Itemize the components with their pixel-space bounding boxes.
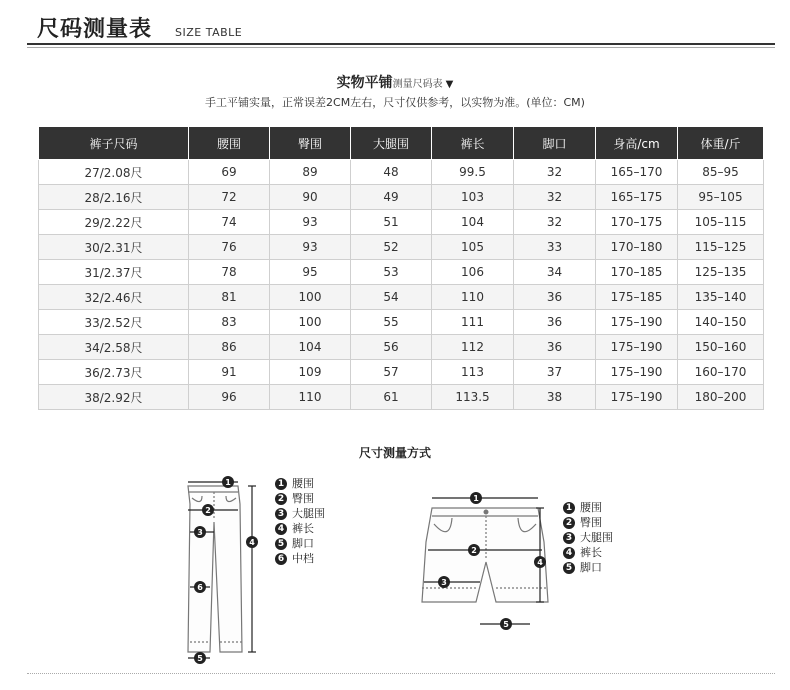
table-cell: 175–190 <box>596 385 678 410</box>
table-cell: 56 <box>351 335 432 360</box>
table-header-cell: 体重/斤 <box>678 127 764 160</box>
number-badge-icon: 1 <box>563 502 575 514</box>
table-cell: 28/2.16尺 <box>39 185 189 210</box>
table-cell: 110 <box>432 285 514 310</box>
table-cell: 69 <box>189 160 270 185</box>
table-cell: 175–185 <box>596 285 678 310</box>
table-cell: 53 <box>351 260 432 285</box>
table-cell: 170–185 <box>596 260 678 285</box>
table-cell: 55 <box>351 310 432 335</box>
table-cell: 103 <box>432 185 514 210</box>
legend-item <box>275 536 325 551</box>
table-cell: 31/2.37尺 <box>39 260 189 285</box>
shorts-legend <box>563 500 613 575</box>
legend-item <box>275 551 325 566</box>
svg-text:5: 5 <box>503 620 509 629</box>
legend-item <box>563 560 613 575</box>
table-cell: 52 <box>351 235 432 260</box>
table-row <box>39 260 764 285</box>
size-table <box>38 126 764 410</box>
table-cell: 100 <box>270 310 351 335</box>
table-cell: 140–150 <box>678 310 764 335</box>
legend-label: 大腿围 <box>292 507 325 520</box>
table-row <box>39 385 764 410</box>
table-cell: 76 <box>189 235 270 260</box>
legend-item <box>275 491 325 506</box>
number-badge-icon: 6 <box>275 553 287 565</box>
table-cell: 109 <box>270 360 351 385</box>
table-cell: 48 <box>351 160 432 185</box>
legend-label: 臀围 <box>580 516 602 529</box>
table-heading-small: 测量尺码表 <box>392 79 443 90</box>
table-cell: 34 <box>514 260 596 285</box>
table-cell: 150–160 <box>678 335 764 360</box>
table-cell: 111 <box>432 310 514 335</box>
table-cell: 112 <box>432 335 514 360</box>
table-cell: 170–175 <box>596 210 678 235</box>
table-cell: 27/2.08尺 <box>39 160 189 185</box>
table-header-cell: 裤长 <box>432 127 514 160</box>
svg-text:6: 6 <box>197 583 203 592</box>
table-cell: 90 <box>270 185 351 210</box>
number-badge-icon: 3 <box>275 508 287 520</box>
table-cell: 81 <box>189 285 270 310</box>
svg-text:3: 3 <box>197 528 203 537</box>
table-cell: 29/2.22尺 <box>39 210 189 235</box>
table-cell: 32 <box>514 185 596 210</box>
table-cell: 99.5 <box>432 160 514 185</box>
measurement-method-title: 尺寸测量方式 <box>358 446 431 460</box>
legend-item <box>275 476 325 491</box>
legend-item <box>563 500 613 515</box>
table-row <box>39 335 764 360</box>
svg-text:2: 2 <box>471 546 477 555</box>
table-header-cell: 大腿围 <box>351 127 432 160</box>
legend-item <box>563 545 613 560</box>
table-header-row <box>39 127 764 160</box>
legend-label: 中档 <box>292 552 314 565</box>
legend-label: 腰围 <box>580 501 602 514</box>
table-cell: 36/2.73尺 <box>39 360 189 385</box>
table-cell: 104 <box>270 335 351 360</box>
pants-legend <box>275 476 325 566</box>
table-cell: 57 <box>351 360 432 385</box>
table-cell: 38 <box>514 385 596 410</box>
header-divider-thin <box>27 47 775 48</box>
legend-label: 脚口 <box>580 561 602 574</box>
table-cell: 105 <box>432 235 514 260</box>
svg-text:5: 5 <box>197 654 203 663</box>
legend-label: 裤长 <box>292 522 314 535</box>
table-cell: 160–170 <box>678 360 764 385</box>
table-cell: 100 <box>270 285 351 310</box>
number-badge-icon: 2 <box>275 493 287 505</box>
table-row <box>39 235 764 260</box>
table-cell: 32 <box>514 160 596 185</box>
legend-label: 裤长 <box>580 546 602 559</box>
table-cell: 33 <box>514 235 596 260</box>
table-cell: 32 <box>514 210 596 235</box>
table-cell: 37 <box>514 360 596 385</box>
legend-label: 脚口 <box>292 537 314 550</box>
table-header-cell: 身高/cm <box>596 127 678 160</box>
table-heading <box>0 72 790 92</box>
table-cell: 175–190 <box>596 310 678 335</box>
table-cell: 74 <box>189 210 270 235</box>
table-cell: 34/2.58尺 <box>39 335 189 360</box>
table-row <box>39 285 764 310</box>
bottom-divider <box>27 673 775 674</box>
table-cell: 105–115 <box>678 210 764 235</box>
shorts-diagram <box>410 484 560 634</box>
table-header-cell: 腰围 <box>189 127 270 160</box>
table-cell: 38/2.92尺 <box>39 385 189 410</box>
header-divider <box>27 43 775 45</box>
table-cell: 78 <box>189 260 270 285</box>
legend-label: 大腿围 <box>580 531 613 544</box>
number-badge-icon: 2 <box>563 517 575 529</box>
table-cell: 113.5 <box>432 385 514 410</box>
table-cell: 54 <box>351 285 432 310</box>
table-cell: 115–125 <box>678 235 764 260</box>
legend-label: 腰围 <box>292 477 314 490</box>
svg-text:4: 4 <box>537 558 543 567</box>
table-row <box>39 360 764 385</box>
table-cell: 175–190 <box>596 335 678 360</box>
number-badge-icon: 1 <box>275 478 287 490</box>
number-badge-icon: 4 <box>563 547 575 559</box>
table-cell: 180–200 <box>678 385 764 410</box>
table-cell: 106 <box>432 260 514 285</box>
table-cell: 61 <box>351 385 432 410</box>
table-cell: 89 <box>270 160 351 185</box>
table-cell: 86 <box>189 335 270 360</box>
table-row <box>39 185 764 210</box>
table-row <box>39 310 764 335</box>
table-cell: 72 <box>189 185 270 210</box>
down-triangle-icon: ▼ <box>445 79 454 90</box>
legend-item <box>563 515 613 530</box>
legend-item <box>275 521 325 536</box>
table-cell: 93 <box>270 210 351 235</box>
table-cell: 104 <box>432 210 514 235</box>
table-header-cell: 臀围 <box>270 127 351 160</box>
table-header-cell: 脚口 <box>514 127 596 160</box>
svg-text:4: 4 <box>249 538 255 547</box>
table-cell: 91 <box>189 360 270 385</box>
number-badge-icon: 4 <box>275 523 287 535</box>
svg-text:1: 1 <box>473 494 479 503</box>
table-cell: 93 <box>270 235 351 260</box>
table-cell: 165–170 <box>596 160 678 185</box>
legend-item <box>563 530 613 545</box>
legend-label: 臀围 <box>292 492 314 505</box>
table-header-cell: 裤子尺码 <box>39 127 189 160</box>
number-badge-icon: 3 <box>563 532 575 544</box>
number-badge-icon: 5 <box>563 562 575 574</box>
table-cell: 33/2.52尺 <box>39 310 189 335</box>
table-row <box>39 210 764 235</box>
table-cell: 30/2.31尺 <box>39 235 189 260</box>
page-subtitle: SIZE TABLE <box>175 26 243 39</box>
table-cell: 110 <box>270 385 351 410</box>
table-cell: 95–105 <box>678 185 764 210</box>
table-cell: 83 <box>189 310 270 335</box>
table-cell: 32/2.46尺 <box>39 285 189 310</box>
table-cell: 36 <box>514 335 596 360</box>
table-cell: 135–140 <box>678 285 764 310</box>
table-cell: 95 <box>270 260 351 285</box>
svg-text:3: 3 <box>441 578 447 587</box>
pants-diagram <box>180 472 270 667</box>
measurement-note: 手工平铺实量，正常误差2CM左右，尺寸仅供参考，以实物为准。(单位：CM) <box>205 96 585 109</box>
page-title: 尺码测量表 <box>37 17 153 42</box>
table-cell: 125–135 <box>678 260 764 285</box>
table-cell: 96 <box>189 385 270 410</box>
table-cell: 85–95 <box>678 160 764 185</box>
table-cell: 113 <box>432 360 514 385</box>
legend-item <box>275 506 325 521</box>
table-cell: 170–180 <box>596 235 678 260</box>
svg-text:1: 1 <box>225 478 231 487</box>
table-cell: 175–190 <box>596 360 678 385</box>
table-cell: 36 <box>514 310 596 335</box>
table-cell: 165–175 <box>596 185 678 210</box>
table-row <box>39 160 764 185</box>
table-cell: 36 <box>514 285 596 310</box>
table-cell: 51 <box>351 210 432 235</box>
table-body <box>39 160 764 410</box>
table-cell: 49 <box>351 185 432 210</box>
table-heading-main: 实物平铺 <box>336 75 393 91</box>
number-badge-icon: 5 <box>275 538 287 550</box>
svg-text:2: 2 <box>205 506 211 515</box>
